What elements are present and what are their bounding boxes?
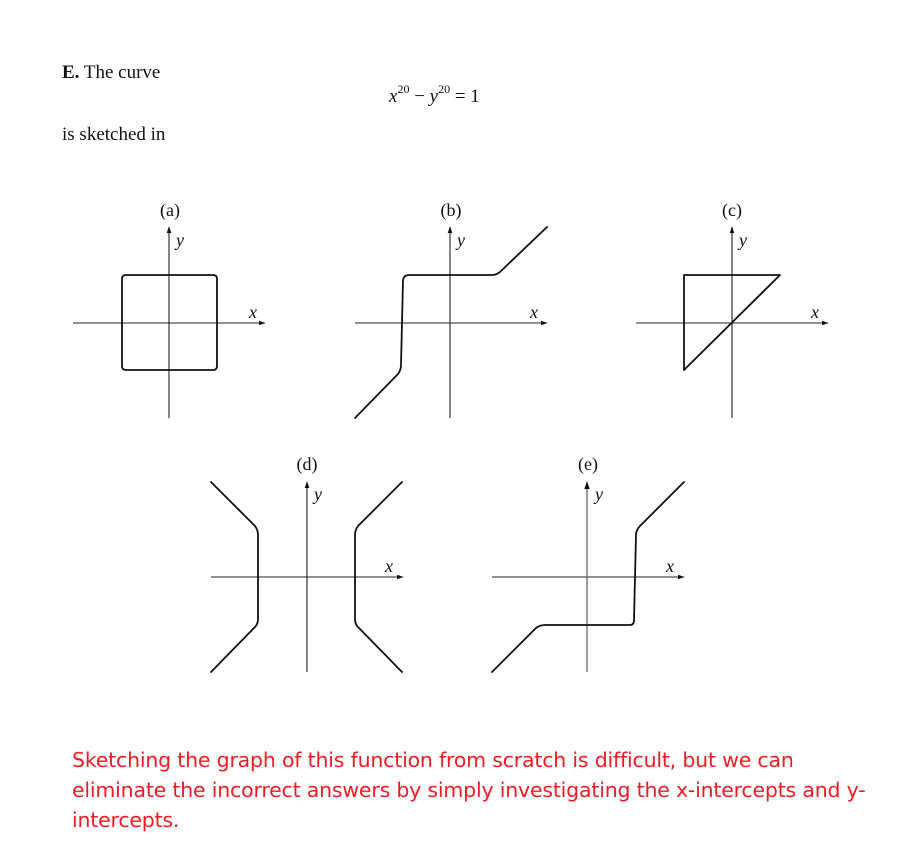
eq-var-y: y — [429, 86, 439, 107]
graph-b-y-label: y — [457, 230, 465, 250]
graph-d-label: (d) — [296, 454, 318, 474]
graph-e — [492, 482, 684, 672]
eq-var-x: x — [389, 86, 398, 107]
graph-a-y-label: y — [176, 230, 184, 250]
graph-c-y-label: y — [739, 230, 747, 250]
graph-a — [73, 227, 265, 418]
graph-c — [636, 227, 828, 418]
graph-b — [355, 227, 547, 418]
eq-exp-2: 20 — [438, 82, 451, 96]
graph-e-label: (e) — [578, 454, 598, 474]
problem-follow: is sketched in — [62, 124, 166, 145]
graph-c-x-label: x — [811, 302, 819, 322]
graph-a-x-label: x — [249, 302, 257, 322]
graph-c-label: (c) — [722, 200, 742, 220]
problem-label: E. — [62, 62, 80, 83]
eq-exp-1: 20 — [397, 82, 410, 96]
graph-d — [211, 482, 403, 672]
eq-minus: − — [414, 86, 425, 107]
graph-b-x-label: x — [530, 302, 538, 322]
graph-d-x-label: x — [385, 556, 393, 576]
graph-b-label: (b) — [440, 200, 462, 220]
problem-intro-text: The curve — [83, 62, 161, 83]
graph-e-y-label: y — [595, 484, 603, 504]
annotation-note: Sketching the graph of this function from scratch is difficult, but we can eliminate the incorrect answers by simply investigating the x-intercepts and y-intercepts. — [72, 748, 866, 832]
eq-rhs: = 1 — [454, 86, 480, 107]
graph-a-label: (a) — [160, 200, 180, 220]
graph-e-x-label: x — [666, 556, 674, 576]
graph-d-y-label: y — [314, 484, 322, 504]
